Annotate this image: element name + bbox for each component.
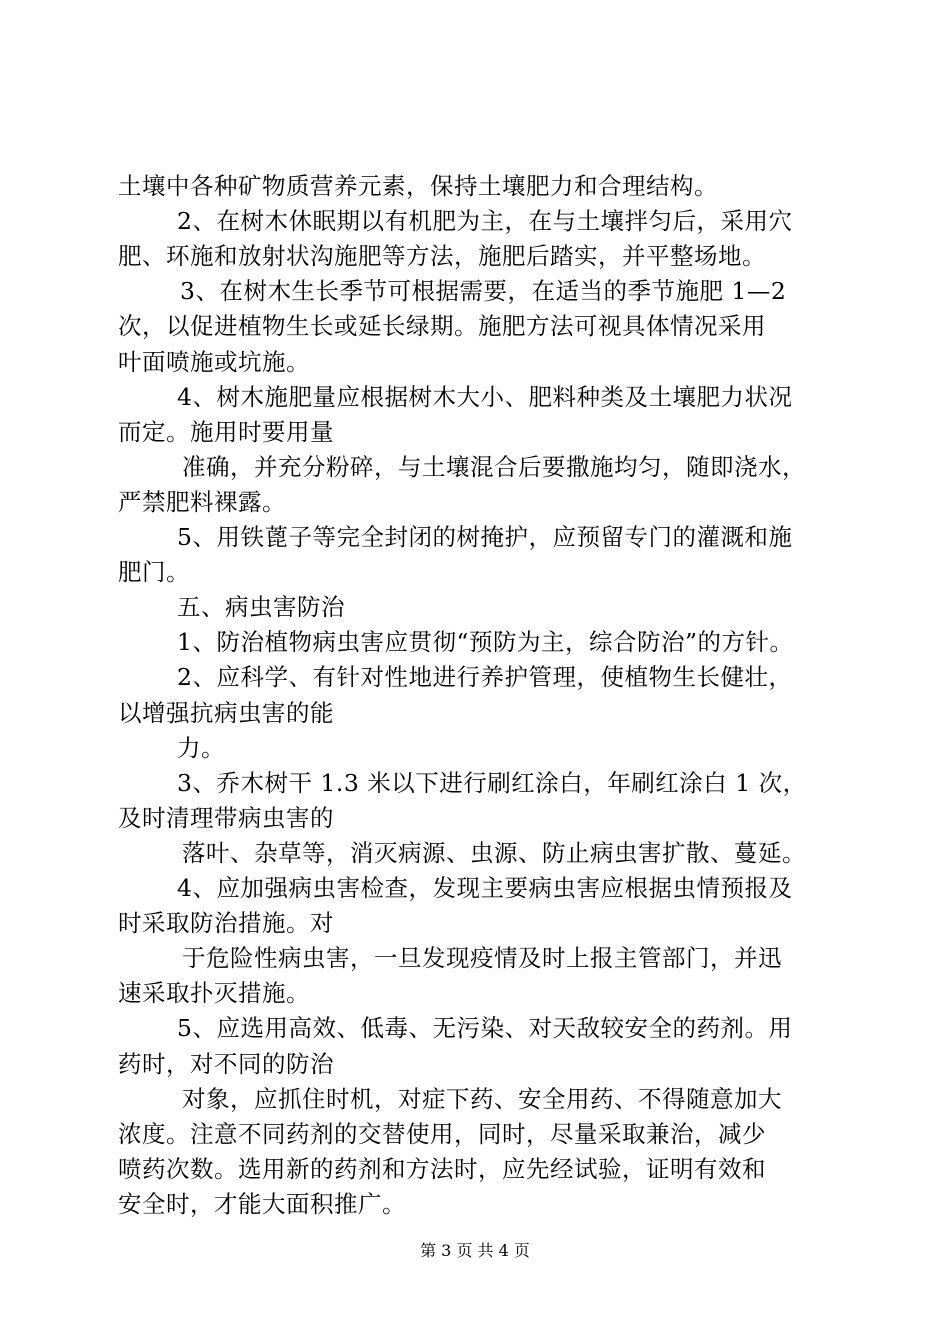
text-line: 力。 [177, 734, 225, 762]
text-line: 肥门。 [118, 558, 190, 586]
text-line: 3、乔木树干 1.3 米以下进行刷红涂白，年刷红涂白 1 次， [177, 769, 807, 797]
text-line: 而定。施用时要用量 [118, 418, 334, 446]
text-line: 及时清理带病虫害的 [118, 804, 334, 832]
text-line: 2、在树木休眠期以有机肥为主，在与土壤拌匀后，采用穴 [177, 207, 793, 235]
text-line: 4、应加强病虫害检查，发现主要病虫害应根据虫情预报及 [177, 874, 793, 902]
text-line: 安全时，才能大面积推广。 [118, 1190, 406, 1218]
text-line: 浓度。注意不同药剂的交替使用，同时，尽量采取兼治，减少 [118, 1120, 766, 1148]
text-line: 速采取扑灭措施。 [118, 979, 310, 1007]
text-line: 喷药次数。选用新的药剂和方法时，应先经试验，证明有效和 [118, 1155, 766, 1183]
text-line: 土壤中各种矿物质营养元素，保持土壤肥力和合理结构。 [118, 172, 718, 200]
text-line: 1、防治植物病虫害应贯彻“预防为主，综合防治”的方针。 [177, 628, 794, 656]
text-line: 以增强抗病虫害的能 [118, 699, 334, 727]
text-line: 对象，应抓住时机，对症下药、安全用药、不得随意加大 [182, 1085, 782, 1113]
text-line: 次，以促进植物生长或延长绿期。施肥方法可视具体情况采用 [118, 312, 766, 340]
text-line: 4、树木施肥量应根据树木大小、肥料种类及土壤肥力状况 [177, 383, 793, 411]
text-line: 叶面喷施或坑施。 [118, 348, 310, 376]
text-line: 准确，并充分粉碎，与土壤混合后要撒施均匀，随即浇水， [182, 453, 806, 481]
text-line: 5、用铁蓖子等完全封闭的树掩护，应预留专门的灌溉和施 [177, 523, 793, 551]
page-number-footer: 第 3 页 共 4 页 [420, 1241, 530, 1260]
text-line: 3、在树木生长季节可根据需要，在适当的季节施肥 1—2 [180, 277, 787, 305]
text-line: 于危险性病虫害，一旦发现疫情及时上报主管部门，并迅 [182, 944, 782, 972]
text-line: 肥、环施和放射状沟施肥等方法，施肥后踏实，并平整场地。 [118, 242, 766, 270]
text-line: 2、应科学、有针对性地进行养护管理，使植物生长健壮， [177, 663, 793, 691]
text-line: 落叶、杂草等，消灭病源、虫源、防止病虫害扩散、蔓延。 [182, 839, 806, 867]
text-line: 5、应选用高效、低毒、无污染、对天敌较安全的药剂。用 [177, 1014, 793, 1042]
text-line: 严禁肥料裸露。 [118, 488, 286, 516]
text-line: 时采取防治措施。对 [118, 909, 334, 937]
text-line: 药时，对不同的防治 [118, 1050, 334, 1078]
section-heading: 五、病虫害防治 [177, 593, 345, 621]
